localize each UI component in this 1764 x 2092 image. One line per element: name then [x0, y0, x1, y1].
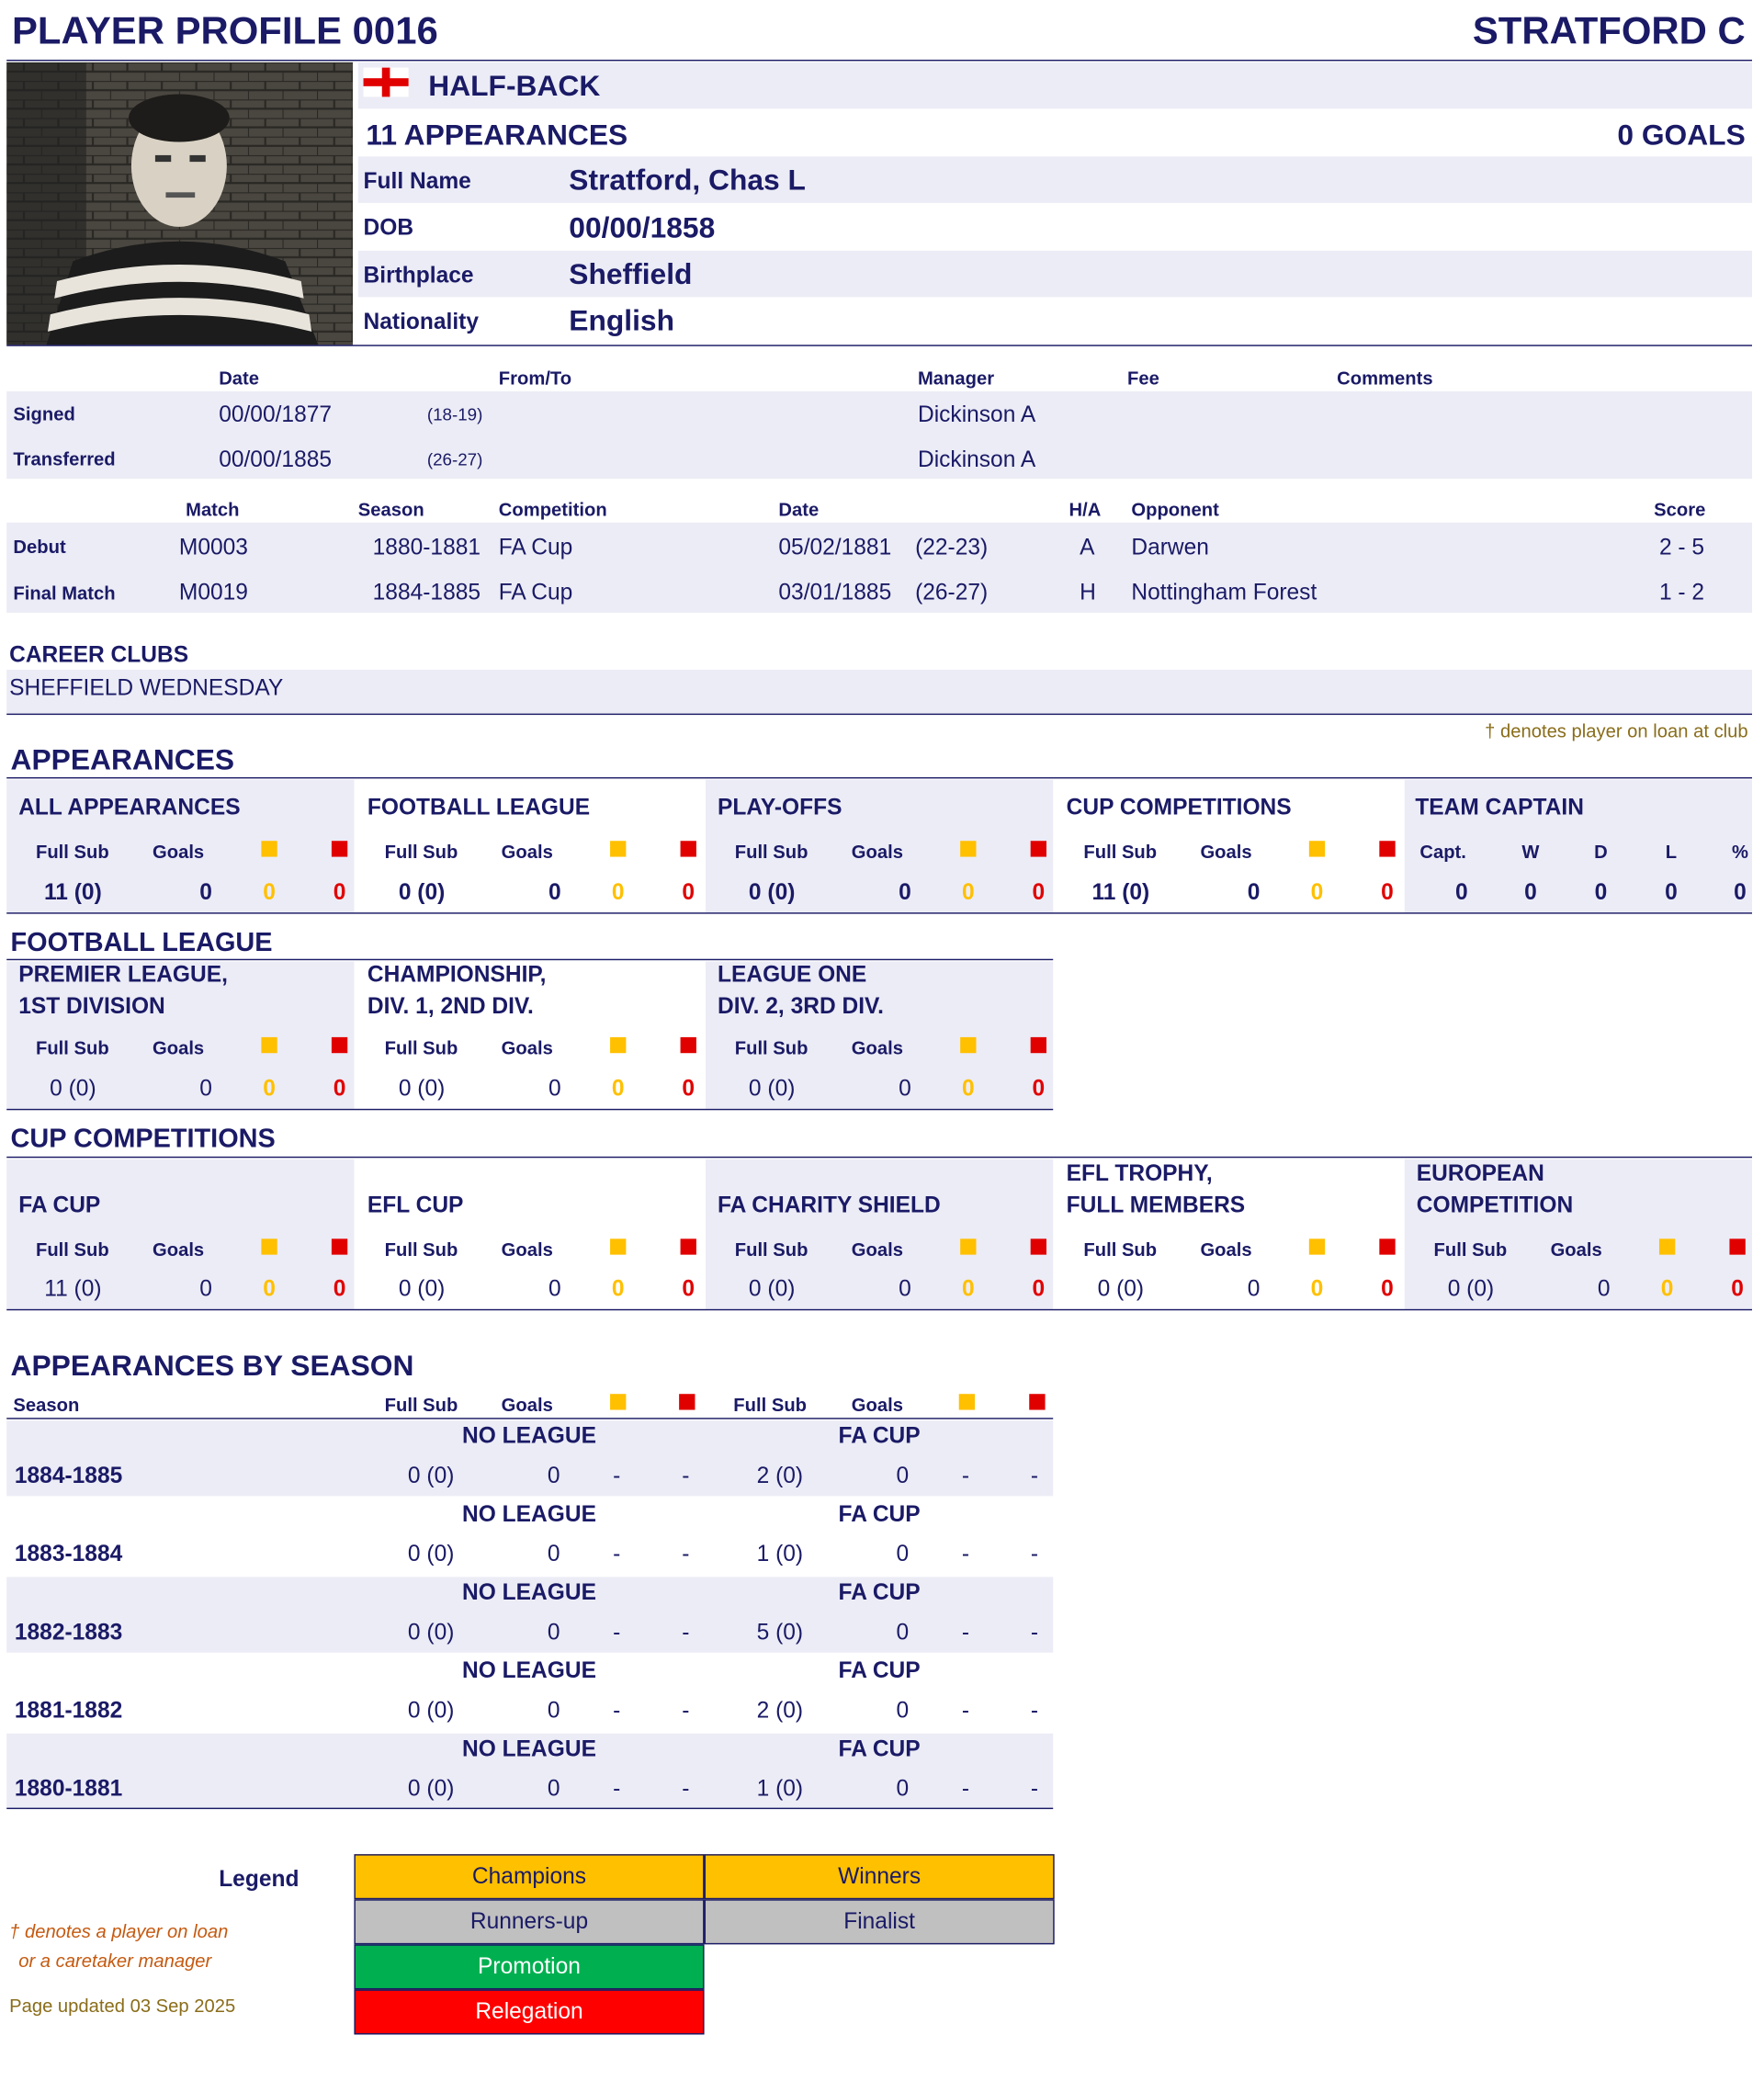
red-card-value: 0: [333, 1075, 346, 1102]
yellow-card-value: 0: [611, 879, 625, 905]
yellow-card-icon: [1659, 1238, 1675, 1254]
page-updated: Page updated 03 Sep 2025: [9, 1995, 236, 2017]
season-col-header: Season: [13, 1394, 80, 1416]
red-card-value: 0: [1032, 879, 1046, 905]
col-header-full-sub: Full Sub: [734, 841, 808, 863]
league-name: NO LEAGUE: [462, 1579, 596, 1605]
yellow-card-value: 0: [1660, 1275, 1674, 1302]
cup-goals: 0: [896, 1775, 910, 1802]
match-ha: A: [1080, 534, 1095, 560]
full-sub-value: 11 (0): [44, 1275, 102, 1302]
red-card-icon: [681, 1238, 696, 1254]
goals-value: 0: [548, 879, 561, 905]
league-red: -: [682, 1619, 690, 1645]
cup-goals: 0: [896, 1619, 910, 1645]
cup-full-sub: 2 (0): [756, 1463, 804, 1488]
panel-title: LEAGUE ONE: [717, 961, 867, 988]
match-season: 1884-1885: [372, 579, 481, 605]
panel-title: TEAM CAPTAIN: [1415, 794, 1584, 820]
col-header-goals: Goals: [851, 1238, 903, 1261]
match-score: 2 - 5: [1658, 534, 1705, 560]
legend-item: Runners-up: [354, 1899, 704, 1944]
col-header-ha: H/A: [1069, 498, 1102, 520]
col-header-full-sub: Full Sub: [1083, 1238, 1158, 1261]
full-sub-value: 0 (0): [398, 1075, 446, 1102]
col-header-full-sub: Full Sub: [384, 1394, 458, 1416]
yellow-card-value: 0: [1310, 879, 1324, 905]
captain-value: 0: [1734, 879, 1747, 905]
cup-yellow: -: [961, 1541, 970, 1566]
col-header-competition: Competition: [498, 498, 607, 520]
cup-red: -: [1030, 1697, 1039, 1724]
legend-note: † denotes a player on loan: [9, 1920, 229, 1942]
league-yellow: -: [613, 1697, 621, 1724]
goals-value: 0: [548, 1275, 561, 1302]
col-header-goals: Goals: [501, 1394, 553, 1416]
panel-subtitle: FA CHARITY SHIELD: [717, 1192, 941, 1218]
league-name: NO LEAGUE: [462, 1422, 596, 1449]
cup-full-sub: 1 (0): [756, 1541, 804, 1566]
match-date: 05/02/1881: [778, 534, 892, 560]
league-red: -: [682, 1463, 690, 1488]
cup-red: -: [1030, 1541, 1039, 1566]
yellow-card-icon: [610, 1238, 626, 1254]
match-competition: FA Cup: [498, 534, 573, 560]
col-header-full-sub: Full Sub: [733, 1394, 808, 1416]
col-header-full-sub: Full Sub: [35, 841, 109, 863]
match-opponent: Nottingham Forest: [1131, 579, 1317, 605]
captain-header: W: [1521, 841, 1540, 863]
red-card-icon: [1379, 1238, 1395, 1254]
col-header-goals: Goals: [1550, 1238, 1602, 1261]
col-header-full-sub: Full Sub: [734, 1036, 808, 1058]
transfer-age: (26-27): [426, 449, 483, 470]
legend-item: Winners: [705, 1854, 1055, 1899]
league-full-sub: 0 (0): [407, 1541, 455, 1566]
league-full-sub: 0 (0): [407, 1775, 455, 1802]
league-name: NO LEAGUE: [462, 1501, 596, 1527]
panel-title: PREMIER LEAGUE,: [18, 961, 228, 988]
panel-title: PLAY-OFFS: [717, 794, 842, 820]
career-clubs-heading: CAREER CLUBS: [9, 641, 189, 668]
col-header-full-sub: Full Sub: [384, 1238, 458, 1261]
cup-full-sub: 5 (0): [756, 1619, 804, 1645]
red-card-value: 0: [1381, 879, 1394, 905]
player-position: HALF-BACK: [428, 69, 601, 103]
league-red: -: [682, 1697, 690, 1724]
goals-value: 0: [199, 879, 212, 905]
red-card-icon: [679, 1394, 695, 1409]
captain-value: 0: [1524, 879, 1537, 905]
league-red: -: [682, 1775, 690, 1802]
full-sub-value: 0 (0): [1447, 1275, 1495, 1302]
yellow-card-icon: [261, 841, 277, 856]
yellow-card-value: 0: [263, 1275, 276, 1302]
full-sub-value: 11 (0): [1091, 879, 1150, 905]
yellow-card-icon: [261, 1037, 277, 1053]
red-card-icon: [1031, 1238, 1046, 1254]
col-header-goals: Goals: [851, 1394, 903, 1416]
transfer-manager: Dickinson A: [917, 447, 1036, 472]
full-sub-value: 11 (0): [43, 879, 102, 905]
full-sub-value: 0 (0): [398, 879, 446, 905]
panel-title: CUP COMPETITIONS: [1066, 794, 1292, 820]
cup-name: FA CUP: [838, 1501, 921, 1527]
yellow-card-icon: [960, 841, 976, 856]
field-label: Full Name: [363, 168, 471, 194]
season-label: 1883-1884: [14, 1541, 123, 1566]
by-season-heading: APPEARANCES BY SEASON: [10, 1349, 414, 1383]
league-goals: 0: [547, 1619, 560, 1645]
captain-value: 0: [1594, 879, 1608, 905]
panel-subtitle: DIV. 1, 2ND DIV.: [367, 993, 534, 1019]
transfer-date: 00/00/1885: [219, 447, 333, 472]
cup-red: -: [1030, 1775, 1039, 1802]
cup-name: FA CUP: [838, 1422, 921, 1449]
cup-yellow: -: [961, 1619, 970, 1645]
panel-subtitle: DIV. 2, 3RD DIV.: [717, 993, 884, 1019]
goals-value: 0: [1247, 1275, 1261, 1302]
england-flag-icon: [364, 68, 409, 97]
captain-header: D: [1594, 841, 1608, 863]
col-header-fromto: From/To: [498, 367, 572, 389]
col-header-comments: Comments: [1337, 367, 1433, 389]
yellow-card-icon: [960, 1238, 976, 1254]
field-value: English: [569, 303, 675, 337]
goals-value: 0: [199, 1075, 212, 1102]
panel-subtitle: 1ST DIVISION: [18, 993, 165, 1019]
col-header-full-sub: Full Sub: [35, 1036, 109, 1058]
season-label: 1884-1885: [14, 1463, 123, 1488]
panel-subtitle: FA CUP: [18, 1192, 101, 1218]
goals-value: 0: [899, 1275, 911, 1302]
red-card-icon: [332, 1238, 347, 1254]
col-header-goals: Goals: [1200, 841, 1252, 863]
col-header-opponent: Opponent: [1131, 498, 1219, 520]
cup-goals: 0: [896, 1463, 910, 1488]
col-header-score: Score: [1654, 498, 1706, 520]
league-full-sub: 0 (0): [407, 1463, 455, 1488]
yellow-card-value: 0: [1310, 1275, 1324, 1302]
col-header-fee: Fee: [1127, 367, 1159, 389]
captain-value: 0: [1665, 879, 1678, 905]
football-league-heading: FOOTBALL LEAGUE: [10, 928, 273, 958]
league-goals: 0: [547, 1775, 560, 1802]
red-card-icon: [1029, 1394, 1045, 1409]
col-header-goals: Goals: [851, 841, 903, 863]
red-card-value: 0: [1381, 1275, 1394, 1302]
cup-goals: 0: [896, 1541, 910, 1566]
match-ha: H: [1080, 579, 1096, 605]
match-label: Debut: [13, 536, 66, 558]
col-header-goals: Goals: [501, 1036, 553, 1058]
league-goals: 0: [547, 1463, 560, 1488]
transfer-label: Signed: [13, 402, 75, 424]
col-header-full-sub: Full Sub: [384, 841, 458, 863]
field-value: Sheffield: [569, 257, 693, 291]
red-card-icon: [1379, 841, 1395, 856]
full-sub-value: 0 (0): [748, 1275, 796, 1302]
yellow-card-value: 0: [611, 1075, 625, 1102]
match-label: Final Match: [13, 582, 116, 604]
panel-subtitle: COMPETITION: [1416, 1192, 1574, 1218]
cup-yellow: -: [961, 1697, 970, 1724]
col-header-goals: Goals: [501, 1238, 553, 1261]
league-name: NO LEAGUE: [462, 1657, 596, 1683]
panel-title: CHAMPIONSHIP,: [367, 961, 547, 988]
legend-item: Champions: [354, 1854, 704, 1899]
full-sub-value: 0 (0): [748, 1075, 796, 1102]
league-red: -: [682, 1541, 690, 1566]
match-date: 03/01/1885: [778, 579, 892, 605]
col-header-manager: Manager: [917, 367, 995, 389]
league-yellow: -: [613, 1541, 621, 1566]
goals-value: 0: [548, 1075, 561, 1102]
yellow-card-icon: [261, 1238, 277, 1254]
red-card-icon: [1031, 841, 1046, 856]
captain-header: L: [1665, 841, 1678, 863]
red-card-value: 0: [682, 879, 695, 905]
league-full-sub: 0 (0): [407, 1697, 455, 1724]
field-label: Birthplace: [363, 262, 474, 288]
col-header-date: Date: [778, 498, 820, 520]
field-value: 00/00/1858: [569, 210, 716, 244]
field-value: Stratford, Chas L: [569, 163, 806, 197]
goals-value: 0: [899, 879, 911, 905]
league-yellow: -: [613, 1619, 621, 1645]
goals-value: 0: [199, 1275, 212, 1302]
red-card-value: 0: [333, 879, 346, 905]
red-card-value: 0: [1032, 1275, 1046, 1302]
league-goals: 0: [547, 1697, 560, 1724]
season-label: 1881-1882: [14, 1697, 123, 1724]
red-card-value: 0: [1731, 1275, 1744, 1302]
full-sub-value: 0 (0): [398, 1275, 446, 1302]
col-header-full-sub: Full Sub: [1083, 841, 1158, 863]
yellow-card-icon: [960, 1037, 976, 1053]
red-card-icon: [1031, 1037, 1046, 1053]
col-header-full-sub: Full Sub: [35, 1238, 109, 1261]
cup-name: FA CUP: [838, 1579, 921, 1605]
field-label: Nationality: [363, 309, 480, 334]
legend-note: or a caretaker manager: [18, 1950, 212, 1972]
season-label: 1882-1883: [14, 1619, 123, 1645]
league-yellow: -: [613, 1775, 621, 1802]
col-header-goals: Goals: [1200, 1238, 1252, 1261]
match-id[interactable]: M0019: [178, 579, 248, 605]
club-name: STRATFORD C: [1472, 10, 1746, 53]
panel-title: FOOTBALL LEAGUE: [367, 794, 591, 820]
red-card-icon: [681, 1037, 696, 1053]
cup-yellow: -: [961, 1463, 970, 1488]
transfer-date: 00/00/1877: [219, 401, 333, 427]
match-age: (22-23): [915, 534, 989, 560]
red-card-value: 0: [1032, 1075, 1046, 1102]
transfer-age: (18-19): [426, 404, 483, 424]
career-clubs-list: SHEFFIELD WEDNESDAY: [9, 674, 284, 701]
goals-value: 0: [1247, 879, 1261, 905]
yellow-card-icon: [610, 1037, 626, 1053]
loan-note: † denotes player on loan at club: [1485, 719, 1748, 741]
full-sub-value: 0 (0): [1097, 1275, 1145, 1302]
season-label: 1880-1881: [14, 1775, 123, 1802]
panel-subtitle: FULL MEMBERS: [1066, 1192, 1246, 1218]
legend-title: Legend: [219, 1866, 300, 1892]
goals-total: 0 GOALS: [1617, 118, 1746, 152]
transfer-label: Transferred: [13, 447, 116, 470]
league-yellow: -: [613, 1463, 621, 1488]
panel-title: ALL APPEARANCES: [18, 794, 241, 820]
page-title: PLAYER PROFILE 0016: [11, 10, 438, 53]
player-photo: [6, 62, 353, 345]
match-competition: FA Cup: [498, 579, 573, 605]
col-header-goals: Goals: [851, 1036, 903, 1058]
transfer-manager: Dickinson A: [917, 401, 1036, 427]
cup-competitions-heading: CUP COMPETITIONS: [10, 1125, 276, 1154]
col-header-full-sub: Full Sub: [734, 1238, 808, 1261]
field-label: DOB: [363, 214, 414, 241]
appearances-heading: APPEARANCES: [10, 742, 235, 776]
red-card-icon: [332, 841, 347, 856]
col-header-match: Match: [186, 498, 240, 520]
panel-title: EFL TROPHY,: [1066, 1160, 1213, 1186]
league-name: NO LEAGUE: [462, 1736, 596, 1762]
col-header-full-sub: Full Sub: [1433, 1238, 1508, 1261]
cup-red: -: [1030, 1619, 1039, 1645]
captain-header: Capt.: [1419, 841, 1466, 863]
col-header-goals: Goals: [501, 841, 553, 863]
red-card-icon: [332, 1037, 347, 1053]
league-goals: 0: [547, 1541, 560, 1566]
panel-subtitle: EFL CUP: [367, 1192, 464, 1218]
match-age: (26-27): [915, 579, 989, 605]
cup-goals: 0: [896, 1697, 910, 1724]
yellow-card-icon: [1309, 841, 1325, 856]
yellow-card-value: 0: [961, 1275, 975, 1302]
goals-value: 0: [899, 1075, 911, 1102]
yellow-card-value: 0: [263, 879, 276, 905]
col-header-goals: Goals: [153, 841, 205, 863]
cup-yellow: -: [961, 1775, 970, 1802]
red-card-icon: [681, 841, 696, 856]
red-card-value: 0: [333, 1275, 346, 1302]
legend-item: Finalist: [705, 1899, 1055, 1944]
legend-item: Relegation: [354, 1989, 704, 2034]
cup-red: -: [1030, 1463, 1039, 1488]
yellow-card-icon: [610, 1394, 626, 1409]
league-full-sub: 0 (0): [407, 1619, 455, 1645]
yellow-card-icon: [610, 841, 626, 856]
goals-value: 0: [1597, 1275, 1611, 1302]
col-header-full-sub: Full Sub: [384, 1036, 458, 1058]
cup-name: FA CUP: [838, 1736, 921, 1762]
match-opponent: Darwen: [1131, 534, 1209, 560]
red-card-value: 0: [682, 1275, 695, 1302]
red-card-value: 0: [682, 1075, 695, 1102]
panel-title: EUROPEAN: [1416, 1160, 1544, 1186]
yellow-card-value: 0: [961, 879, 975, 905]
full-sub-value: 0 (0): [748, 879, 796, 905]
col-header-goals: Goals: [153, 1238, 205, 1261]
match-id[interactable]: M0003: [178, 534, 248, 560]
red-card-icon: [1729, 1238, 1745, 1254]
col-header-goals: Goals: [153, 1036, 205, 1058]
captain-value: 0: [1455, 879, 1468, 905]
yellow-card-icon: [959, 1394, 975, 1409]
legend-item: Promotion: [354, 1944, 704, 1989]
yellow-card-value: 0: [611, 1275, 625, 1302]
yellow-card-value: 0: [961, 1075, 975, 1102]
yellow-card-value: 0: [263, 1075, 276, 1102]
match-score: 1 - 2: [1658, 579, 1705, 605]
yellow-card-icon: [1309, 1238, 1325, 1254]
match-season: 1880-1881: [372, 534, 481, 560]
col-header-date: Date: [219, 367, 260, 389]
col-header-season: Season: [357, 498, 424, 520]
full-sub-value: 0 (0): [50, 1075, 96, 1102]
cup-full-sub: 1 (0): [756, 1775, 804, 1802]
appearances-total: 11 APPEARANCES: [366, 118, 628, 152]
cup-full-sub: 2 (0): [756, 1697, 804, 1724]
cup-name: FA CUP: [838, 1657, 921, 1683]
captain-header: %: [1732, 841, 1748, 863]
